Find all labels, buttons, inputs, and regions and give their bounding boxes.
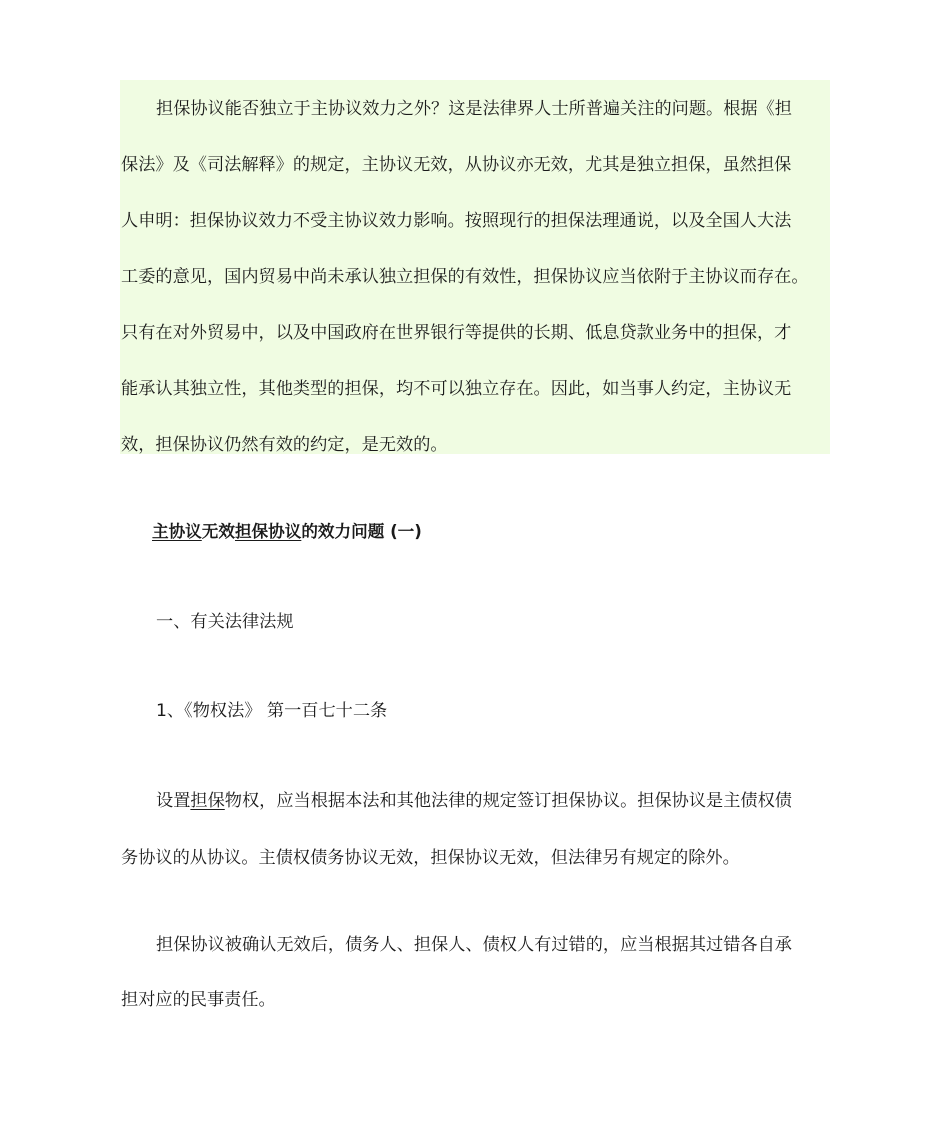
section-title-text-rest: 的效力问题 (一) (301, 522, 422, 541)
section-title-text-invalid: 无效 (201, 522, 235, 541)
intro-line-3: 人申明：担保协议效力不受主协议效力影响。按照现行的担保法理通说，以及全国人大法 (121, 211, 792, 231)
article-heading: 1、《物权法》 第一百七十二条 (156, 701, 388, 721)
intro-line-4: 工委的意见，国内贸易中尚未承认独立担保的有效性，担保协议应当依附于主协议而存在。 (121, 267, 809, 287)
intro-line-5: 只有在对外贸易中，以及中国政府在世界银行等提供的长期、低息贷款业务中的担保，才 (121, 323, 792, 343)
intro-line-2: 保法》及《司法解释》的规定，主协议无效，从协议亦无效，尤其是独立担保，虽然担保 (121, 155, 792, 175)
intro-line-7: 效，担保协议仍然有效的约定，是无效的。 (121, 435, 448, 455)
article-paragraph-1-line-1 (156, 789, 792, 813)
guarantee-link[interactable]: 担保 (190, 791, 225, 811)
section-title-link-guarantee-agreement[interactable]: 担保协议 (234, 522, 302, 541)
article-paragraph-2-line-2: 担对应的民事责任。 (121, 990, 276, 1010)
section-title-link-main-agreement[interactable]: 主协议 (152, 522, 202, 541)
article-paragraph-2-line-1: 担保协议被确认无效后，债务人、担保人、债权人有过错的，应当根据其过错各自承 (156, 935, 792, 955)
intro-line-1: 担保协议能否独立于主协议效力之外？这是法律界人士所普遍关注的问题。根据《担 (156, 99, 792, 119)
intro-line-6: 能承认其独立性，其他类型的担保，均不可以独立存在。因此，如当事人约定，主协议无 (121, 379, 792, 399)
article-p1-prefix: 设置 (156, 791, 191, 811)
subheading: 一、有关法律法规 (156, 612, 294, 632)
article-paragraph-1-line-2: 务协议的从协议。主债权债务协议无效，担保协议无效，但法律另有规定的除外。 (121, 848, 740, 868)
section-title (152, 520, 422, 544)
article-p1-suffix: 物权，应当根据本法和其他法律的规定签订担保协议。担保协议是主债权债 (224, 791, 792, 811)
